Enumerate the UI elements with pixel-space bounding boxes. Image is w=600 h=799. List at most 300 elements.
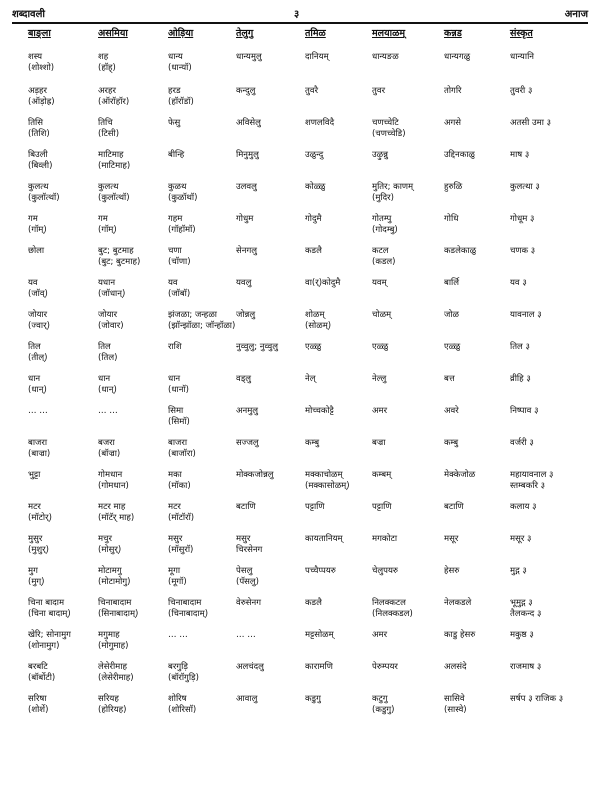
table-cell — [98, 438, 120, 460]
table-cell — [444, 310, 459, 321]
term-text: यधान — [98, 278, 116, 288]
term-text: … … — [98, 406, 118, 416]
term-text: अगसे — [444, 118, 462, 128]
table-cell — [372, 534, 397, 545]
term-text: चेलुपयरु — [372, 566, 399, 576]
term-pronunciation: (कुलॉत्थॉ) — [28, 193, 60, 203]
term-text: निलक्कटल — [372, 598, 406, 608]
table-cell — [168, 694, 196, 716]
term-text: अतसी उमा ३ — [510, 118, 552, 128]
table-cell — [510, 214, 534, 225]
term-pronunciation: (बॉज्रा) — [98, 449, 121, 459]
term-pronunciation: (कडुगु) — [372, 705, 395, 715]
term-text: कडुगु — [305, 694, 321, 704]
table-cell — [168, 374, 189, 396]
table-cell — [28, 246, 44, 257]
term-text: बाजरा — [28, 438, 48, 448]
table-cell — [372, 598, 413, 620]
term-pronunciation: (धान्) — [98, 385, 117, 395]
table-cell — [168, 214, 196, 236]
term-pronunciation: (धान्) — [28, 385, 47, 395]
term-text: मसुर — [236, 534, 251, 544]
term-text: सेनगलु — [236, 246, 258, 256]
term-text: … … — [168, 630, 188, 640]
table-cell — [236, 150, 259, 161]
table-cell — [305, 118, 334, 129]
table-cell — [372, 278, 387, 289]
term-text: सर्षप ३ राजिक ३ — [510, 694, 564, 704]
table-cell — [168, 598, 208, 620]
table-cell — [28, 502, 52, 524]
term-text: मटर — [168, 502, 181, 512]
term-text: जोन्नलु — [236, 310, 256, 320]
term-pronunciation: (चॉणा) — [168, 257, 191, 267]
term-text: एळ्ळु — [305, 342, 322, 352]
table-cell — [168, 662, 199, 684]
term-text: सिमा — [168, 406, 184, 416]
table-cell — [236, 406, 258, 417]
term-text: पट्टाणि — [372, 502, 392, 512]
table-cell — [305, 246, 322, 257]
table-cell — [168, 52, 192, 74]
term-text: कम्बम् — [372, 470, 392, 480]
term-pronunciation: (मक्कासोळम्) — [305, 481, 350, 491]
table-cell — [28, 52, 54, 74]
table-cell — [28, 278, 48, 300]
column-header: बाङ्ला — [28, 28, 51, 39]
table-cell — [305, 86, 318, 97]
table-cell — [236, 86, 255, 97]
table-cell — [444, 182, 462, 193]
term-pronunciation: (ऑरॉहॉर) — [98, 97, 130, 107]
table-cell — [236, 342, 278, 353]
table-cell — [168, 470, 191, 492]
term-pronunciation: (मॉटॅर् माह) — [98, 513, 135, 523]
term-text: बीन्हि — [168, 150, 185, 160]
term-text: चणा — [168, 246, 182, 256]
term-text: कायतानियम् — [305, 534, 343, 544]
table-cell — [28, 470, 40, 481]
term-text: काडु हेसरु — [444, 630, 476, 640]
term-text: गोधि — [444, 214, 459, 224]
table-cell — [305, 470, 350, 492]
table-cell — [305, 662, 333, 673]
term-text: गोधुम — [236, 214, 254, 224]
table-cell — [168, 534, 193, 556]
term-pronunciation: (गॉहॉमॉ) — [168, 225, 196, 235]
term-pronunciation: (होरियह) — [98, 705, 127, 715]
table-cell — [444, 598, 471, 609]
table-cell — [28, 598, 71, 620]
table-cell — [236, 278, 251, 289]
page-number: ३ — [294, 9, 300, 20]
term-text: मचुर — [98, 534, 112, 544]
term-pronunciation: (कडल) — [372, 257, 396, 267]
term-pronunciation: (हॉरॉडॉ) — [168, 97, 194, 107]
term-pronunciation: (गॉम्) — [28, 225, 47, 235]
table-cell — [168, 406, 190, 428]
term-text: वेरुसेनग — [236, 598, 262, 608]
table-cell — [98, 694, 126, 716]
term-text: वड्लु — [236, 374, 252, 384]
term-text: कम्बु — [444, 438, 459, 448]
column-header: असमिया — [98, 28, 128, 39]
table-cell — [510, 662, 541, 673]
table-cell — [372, 374, 386, 385]
table-cell — [372, 182, 413, 204]
table-cell — [444, 278, 459, 289]
term-text: धान्यङळ — [372, 52, 399, 62]
table-cell — [305, 182, 325, 193]
table-cell — [98, 52, 116, 74]
table-cell — [510, 470, 553, 492]
term-pronunciation: (बाज्रा) — [28, 449, 51, 459]
term-pronunciation: (सिनाबादाम्) — [98, 609, 139, 619]
term-text: एळ्ळु — [444, 342, 461, 352]
term-pronunciation: (मॉसुरॉ) — [168, 545, 194, 555]
term-pronunciation: (कुळॉथॉ) — [168, 193, 198, 203]
table-cell — [28, 118, 50, 140]
term-pronunciation: (जॉव्) — [28, 289, 48, 299]
table-cell — [372, 342, 388, 353]
table-cell — [444, 86, 462, 97]
term-text: यव — [168, 278, 178, 288]
term-pronunciation: (शोरिसॉ) — [168, 705, 197, 715]
term-pronunciation: (धानॉ) — [168, 385, 189, 395]
term-text: पेसलु — [236, 566, 253, 576]
term-text: मक्काचोळम् — [305, 470, 343, 480]
term-text: सासिवे — [444, 694, 465, 704]
term-text: मटर माह — [98, 502, 126, 512]
term-text: झंजळा; जन्हळा — [168, 310, 217, 320]
term-text: पेरुम्पयर — [372, 662, 398, 672]
table-cell — [444, 534, 458, 545]
table-cell — [28, 566, 45, 588]
term-text: सज्जलु — [236, 438, 259, 448]
term-text: नेल् — [305, 374, 316, 384]
term-text: यावनाल ३ — [510, 310, 542, 320]
table-cell — [236, 246, 257, 257]
table-cell — [372, 630, 387, 641]
column-header: तेलुगु — [236, 28, 254, 39]
term-text: कोळ्ळु — [305, 182, 326, 192]
term-text: गम — [98, 214, 108, 224]
term-text: हुरुळि — [444, 182, 463, 192]
table-cell — [305, 150, 323, 161]
term-pronunciation: (बॉर्बोटी) — [28, 673, 56, 683]
term-text: शोळम् — [305, 310, 325, 320]
table-cell — [28, 534, 49, 556]
table-cell — [305, 214, 322, 225]
table-cell — [236, 662, 264, 673]
term-pronunciation: स्तम्बकरि ३ — [510, 481, 546, 491]
term-text: धान्यानि — [510, 52, 534, 62]
term-text: तुवरी ३ — [510, 86, 533, 96]
term-pronunciation: (तील्) — [28, 353, 48, 363]
term-text: अमर — [372, 406, 388, 416]
table-cell — [444, 374, 455, 385]
term-text: गोमधान — [98, 470, 123, 480]
table-cell — [372, 566, 398, 577]
term-text: बज्रा — [372, 438, 386, 448]
table-cell — [236, 502, 256, 513]
table-cell — [510, 342, 530, 353]
term-text: पट्टाणि — [305, 502, 325, 512]
term-pronunciation: (बॉरॉगुड़ि) — [168, 673, 199, 683]
table-cell — [372, 118, 406, 140]
table-cell — [372, 662, 398, 673]
table-cell — [28, 662, 55, 684]
term-text: धान्य — [168, 52, 183, 62]
term-pronunciation: (ऑड़ोह्र) — [28, 97, 55, 107]
term-text: गोदुमै — [305, 214, 322, 224]
term-text: बाजरा — [168, 438, 188, 448]
table-cell — [98, 470, 129, 492]
table-cell — [28, 342, 47, 364]
term-text: शोरिष — [168, 694, 187, 704]
term-text: बटाणि — [236, 502, 256, 512]
table-cell — [28, 630, 71, 652]
term-text: धान — [168, 374, 181, 384]
term-text: तिल — [28, 342, 41, 352]
table-cell — [98, 310, 124, 332]
table-cell — [510, 406, 539, 417]
term-pronunciation: (तिशि) — [28, 129, 50, 139]
term-text: व्रीहि ३ — [510, 374, 531, 384]
table-cell — [510, 150, 529, 161]
page-header — [12, 6, 588, 22]
table-cell — [372, 694, 395, 716]
term-text: तुवर — [372, 86, 386, 96]
table-cell — [236, 118, 261, 129]
table-cell — [372, 502, 392, 513]
table-cell — [372, 470, 391, 481]
term-text: महायावनाल ३ — [510, 470, 554, 480]
term-pronunciation: (पॅसलु) — [236, 577, 259, 587]
table-cell — [510, 310, 542, 321]
term-text: अविसेलु — [236, 118, 261, 128]
term-pronunciation: (हॉह्) — [98, 63, 116, 73]
term-text: जोयार — [28, 310, 48, 320]
table-cell — [28, 150, 52, 172]
term-pronunciation: (सिमॉ) — [168, 417, 190, 427]
term-text: मूगा — [168, 566, 181, 576]
term-text: भूमुद्ग ३ — [510, 598, 533, 608]
table-cell — [236, 470, 274, 481]
column-header: कन्नड — [444, 28, 462, 39]
term-text: नेल्लु — [372, 374, 387, 384]
term-text: कटल — [372, 246, 389, 256]
table-cell — [28, 438, 50, 460]
table-cell — [305, 534, 343, 545]
term-text: निष्पाव ३ — [510, 406, 539, 416]
term-text: चिनाबादाम — [168, 598, 202, 608]
term-pronunciation: (गोदम्बु) — [372, 225, 398, 235]
term-text: गम — [28, 214, 38, 224]
term-text: दानियम् — [305, 52, 329, 62]
term-text: मुसुर — [28, 534, 43, 544]
term-text: अलचंदलु — [236, 662, 264, 672]
table-cell — [444, 502, 464, 513]
table-cell — [168, 310, 235, 332]
term-text: तिचि — [98, 118, 113, 128]
term-text: कटुगु — [372, 694, 388, 704]
column-header: संस्कृत — [510, 28, 533, 39]
term-text: वा(र्)कोदुमै — [305, 278, 341, 288]
table-cell — [444, 342, 460, 353]
term-text: बुट; बुटमाह — [98, 246, 134, 256]
term-text: छोला — [28, 246, 45, 256]
table-cell — [98, 118, 119, 140]
header-section-title: शब्दावली — [12, 9, 45, 20]
term-text: कुलत्थ — [98, 182, 119, 192]
term-text: शणलविदै — [305, 118, 335, 128]
table-cell — [444, 118, 461, 129]
table-cell — [168, 630, 188, 641]
column-header: ओड़िया — [168, 28, 194, 39]
term-pronunciation: (मॉका) — [168, 481, 191, 491]
table-cell — [372, 438, 385, 449]
term-text: कन्दुलु — [236, 86, 256, 96]
table-cell — [444, 150, 475, 161]
table-cell — [98, 502, 134, 524]
table-cell — [28, 374, 47, 396]
table-cell — [28, 406, 48, 417]
table-cell — [372, 150, 388, 161]
term-pronunciation: (मॉटॉरॉ) — [168, 513, 195, 523]
table-cell — [305, 566, 336, 577]
table-cell — [168, 566, 187, 588]
term-text: मुतिर; काणम् — [372, 182, 414, 192]
term-text: कुलत्था ३ — [510, 182, 540, 192]
table-cell — [236, 598, 261, 609]
table-cell — [372, 406, 387, 417]
table-cell — [444, 438, 458, 449]
term-pronunciation: (टिसी) — [98, 129, 120, 139]
table-cell — [168, 438, 196, 460]
term-text: बरबटि — [28, 662, 48, 672]
header-chapter-title: अनाज — [564, 9, 588, 20]
term-pronunciation: (निलक्कडल) — [372, 609, 413, 619]
term-text: नेलकडले — [444, 598, 472, 608]
term-text: चणक ३ — [510, 246, 536, 256]
term-text: अमर — [372, 630, 388, 640]
term-text: बरगुड़ि — [168, 662, 188, 672]
term-text: कुळथ — [168, 182, 187, 192]
table-cell — [510, 86, 532, 97]
term-text: कारामणि — [305, 662, 333, 672]
term-text: मोटामगु — [98, 566, 122, 576]
table-cell — [98, 566, 130, 588]
term-text: लेसेरीमाह — [98, 662, 127, 672]
term-text: तोगरि — [444, 86, 462, 96]
term-pronunciation: (बुट; बुटमाह) — [98, 257, 141, 267]
term-text: उद्दिनकाळु — [444, 150, 475, 160]
term-text: राशि — [168, 342, 182, 352]
term-pronunciation: (धान्यॉ) — [168, 63, 192, 73]
term-pronunciation: (बिव्ली) — [28, 161, 53, 171]
term-text: कुलत्थ — [28, 182, 49, 192]
term-text: अलसंदे — [444, 662, 467, 672]
table-cell — [510, 278, 527, 289]
term-text: तिल — [98, 342, 111, 352]
table-cell — [168, 246, 191, 268]
term-pronunciation: (सोळम्) — [305, 321, 332, 331]
term-text: गोधूम ३ — [510, 214, 535, 224]
table-cell — [236, 694, 257, 705]
table-cell — [444, 406, 459, 417]
term-text: राजमाष ३ — [510, 662, 542, 672]
term-pronunciation: (चणच्चेडि) — [372, 129, 406, 139]
term-text: मुग — [28, 566, 38, 576]
table-cell — [510, 502, 537, 513]
term-text: अरहर — [98, 86, 116, 96]
table-cell — [28, 86, 55, 108]
table-cell — [444, 566, 459, 577]
column-header: मलयाळम् — [372, 28, 405, 39]
table-cell — [28, 310, 50, 332]
term-pronunciation: (झॉन्झॉळा; जॉन्हॉळा) — [168, 321, 236, 331]
term-pronunciation: तैलकन्द ३ — [510, 609, 542, 619]
term-text: धान — [28, 374, 41, 384]
term-pronunciation: (मोसुर्) — [98, 545, 122, 555]
term-pronunciation: (तिल) — [98, 353, 118, 363]
term-text: उळुन्दु — [305, 150, 324, 160]
table-cell — [236, 438, 259, 449]
term-text: एळ्ळु — [372, 342, 389, 352]
term-text: धान — [98, 374, 111, 384]
table-cell — [510, 118, 551, 129]
term-text: बजरा — [98, 438, 115, 448]
term-text: मट्टसोळम् — [305, 630, 334, 640]
term-text: पच्चैप्पयरु — [305, 566, 336, 576]
table-cell — [305, 52, 329, 63]
term-text: चिना बादाम — [28, 598, 65, 608]
term-text: … … — [28, 406, 48, 416]
table-cell — [98, 278, 125, 300]
table-cell — [444, 214, 458, 225]
table-cell — [98, 534, 121, 556]
term-text: मिनुमुलु — [236, 150, 259, 160]
term-pronunciation: (शोर्शे) — [28, 705, 49, 715]
table-cell — [305, 694, 321, 705]
term-text: मोच्चकोट्टै — [305, 406, 334, 416]
term-text: मुद्ग ३ — [510, 566, 527, 576]
table-cell — [372, 310, 391, 321]
table-cell — [28, 214, 47, 236]
term-text: मकुष्ठ ३ — [510, 630, 534, 640]
table-cell — [236, 374, 251, 385]
term-text: कडलेकाळु — [444, 246, 477, 256]
term-text: बटाणि — [444, 502, 464, 512]
term-text: नुव्वुलु; नुव्वुलु — [236, 342, 279, 352]
table-cell — [98, 374, 117, 396]
term-text: धान्यमुलु — [236, 52, 262, 62]
table-cell — [168, 278, 190, 300]
table-cell — [510, 438, 534, 449]
table-cell — [168, 86, 194, 108]
term-text: बिउली — [28, 150, 48, 160]
term-pronunciation: (सास्वे) — [444, 705, 467, 715]
table-cell — [168, 342, 182, 353]
table-cell — [236, 214, 253, 225]
table-cell — [236, 310, 255, 321]
table-cell — [305, 406, 334, 417]
table-cell — [305, 630, 334, 641]
table-cell — [98, 246, 140, 268]
table-cell — [28, 694, 48, 716]
table-cell — [305, 374, 315, 385]
